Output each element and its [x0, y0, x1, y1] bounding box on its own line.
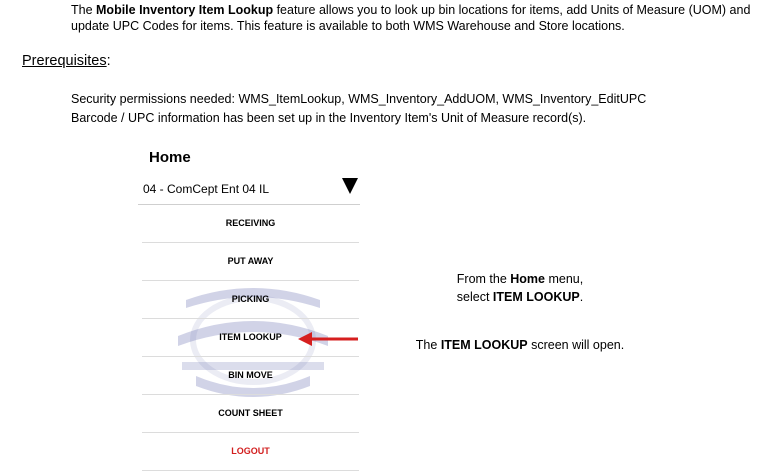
receiving-button[interactable]: RECEIVING: [142, 206, 359, 243]
prerequisites-heading: [22, 52, 111, 70]
intro-post: feature allows you to look up bin locations for items, add Units of Measure (UOM) and update UPC Codes for items. This feature is available to both WMS Warehouse and Store locations.: [71, 3, 751, 33]
location-select[interactable]: [138, 176, 360, 205]
mobile-home-screen: [138, 140, 360, 475]
instruction-from-home: [420, 270, 620, 306]
put-away-button[interactable]: PUT AWAY: [142, 244, 359, 281]
prerequisite-barcode: Barcode / UPC information has been set up in the Inventory Item's Unit of Measure record(s).: [71, 111, 587, 125]
prerequisite-permissions: Security permissions needed: WMS_ItemLookup, WMS_Inventory_AddUOM, WMS_Inventory_EditUPC: [71, 92, 647, 106]
note-text: .: [579, 290, 584, 304]
picking-button[interactable]: PICKING: [142, 282, 359, 319]
note-bold: Home: [510, 272, 545, 286]
count-sheet-button[interactable]: COUNT SHEET: [142, 396, 359, 433]
triangle-down-icon[interactable]: [342, 178, 358, 194]
note-text: menu,: [545, 272, 584, 286]
bin-move-button[interactable]: BIN MOVE: [142, 358, 359, 395]
item-lookup-button[interactable]: ITEM LOOKUP: [142, 320, 359, 357]
red-arrow-left-icon: [296, 330, 360, 348]
note-bold: ITEM LOOKUP: [492, 290, 580, 304]
note-text: From the: [456, 272, 511, 286]
note-text: The: [415, 338, 441, 352]
prerequisites-heading-text: Prerequisites: [22, 53, 107, 69]
note-bold: ITEM LOOKUP: [440, 338, 528, 352]
home-title: Home: [149, 149, 191, 166]
instruction-screen-open: [400, 336, 640, 354]
intro-paragraph: [71, 2, 776, 34]
location-select-value: 04 - ComCept Ent 04 IL: [143, 182, 270, 196]
note-text: select: [456, 290, 493, 304]
prerequisites-heading-colon: :: [106, 53, 111, 69]
intro-pre: The: [71, 3, 97, 17]
intro-feature-name: Mobile Inventory Item Lookup: [96, 3, 274, 17]
logout-button[interactable]: LOGOUT: [142, 434, 359, 471]
note-text: screen will open.: [527, 338, 625, 352]
